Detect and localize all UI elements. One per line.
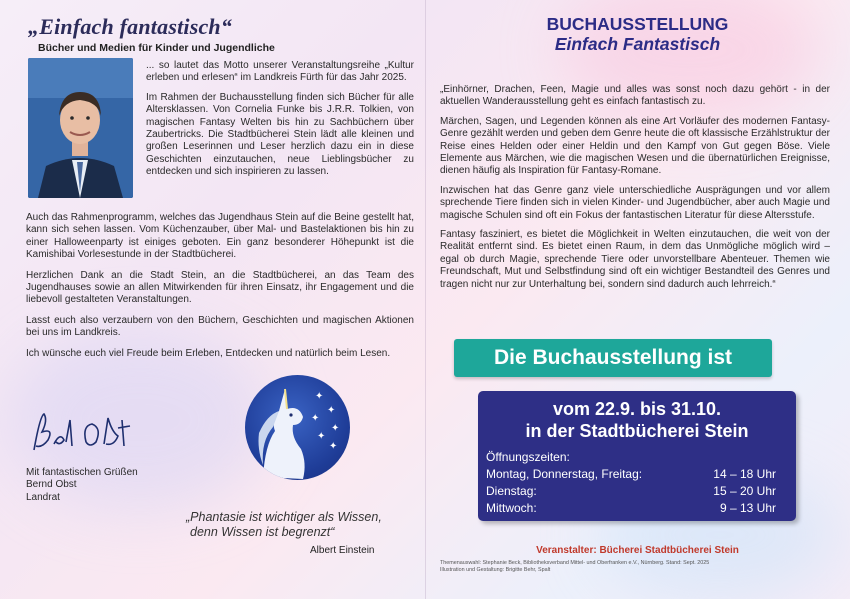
left-body-text — [26, 212, 414, 368]
credits — [440, 560, 800, 574]
opening-hours — [486, 449, 776, 517]
star-icon: ✦ — [331, 423, 340, 434]
hours-label: Öffnungszeiten: — [486, 450, 570, 464]
exhibition-dates: vom 22.9. bis 31.10. — [552, 399, 722, 419]
closing-greeting: Mit fantastischen Grüßen — [26, 467, 138, 478]
quote-author: Albert Einstein — [310, 545, 375, 556]
hours-time: 14 – 18 Uhr — [713, 467, 776, 481]
hours-row — [486, 466, 776, 483]
closing-name: Bernd Obst — [26, 479, 77, 491]
quote-line: denn Wissen ist begrenzt“ — [190, 525, 335, 539]
fold-divider — [425, 0, 426, 599]
right-paragraph: Inzwischen hat das Genre ganz viele unterschiedliche Ausprägungen und vor allem sprechende Tiere finden sich in vielen Kinder- und Jugendbücher, aber auch Magie und magische Schulen sind oft ein Fokus der fantastischen Literatur für diese Altersstufe. — [440, 184, 830, 221]
right-paragraph: Märchen, Sagen, und Legenden können als eine Art Vorläufer des modernen Fantasy-Genre gezählt werden und geben dem Genre heute die oft klassische Erzählstruktur der Reise eines Helden oder einer Heldin und den Kampf von Gut gegen Böse. Viele Elemente aus Märchen, wie die magischen Wesen und die übernatürlichen Ereignisse, dienen häufig als Inspiration für Fantasy-Romane. — [440, 115, 830, 177]
star-icon: ✦ — [317, 431, 326, 442]
right-subtitle: Einfach Fantastisch — [554, 34, 721, 54]
left-subtitle: Bücher und Medien für Kinder und Jugendliche — [38, 42, 275, 54]
intro-paragraph: Im Rahmen der Buchausstellung finden sich Bücher für alle Altersklassen. Von Cornelia Funke bis J.R.R. Tolkien, von magischen Fantasy Welten bis hin zu Sachbüchern über Zaubertricks. Die Stadtbücherei Stein lädt alle kleinen und großen Leserinnen und Leser herzlich dazu ein in diese Geschichten einzutauchen, neue Lieblingsbücher zu entdecken und sich inspirieren zu lassen. — [146, 91, 414, 178]
credits-line: Themenauswahl: Stephanie Beck, Bibliotheksverband Mittel- und Oberfranken e.V., Nürnberg. Stand: Sept. 2025 — [440, 560, 710, 566]
hours-row — [486, 500, 776, 517]
exhibition-location: in der Stadtbücherei Stein — [525, 421, 749, 441]
einstein-quote — [186, 510, 406, 540]
body-paragraph: Ich wünsche euch viel Freude beim Erleben, Entdecken und natürlich beim Lesen. — [26, 347, 391, 359]
right-body-text — [440, 84, 830, 298]
hours-days: Montag, Donnerstag, Freitag: — [486, 467, 643, 481]
body-paragraph: Lasst euch also verzaubern von den Büchern, Geschichten und magischen Aktionen bei uns im Landkreis. — [26, 314, 414, 339]
body-paragraph: Auch das Rahmenprogramm, welches das Jugendhaus Stein auf die Beine gestellt hat, kann sich sehen lassen. Vom Küchenzauber, über Mal- und Bastelaktionen bis hin zu einer Halloweenparty ist einiges geboten. Ein ganz besonderer Höhepunkt ist die Kamishibai Vorlesestunde in der Stadtbücherei. — [26, 212, 414, 261]
closing — [26, 467, 186, 504]
quote-line: „Phantasie ist wichtiger als Wissen, — [186, 510, 382, 524]
handwritten-signature — [26, 406, 146, 458]
organizer: Veranstalter: Bücherei Stadtbücherei Stein — [536, 545, 739, 556]
signature-block — [26, 406, 186, 504]
intro-paragraph: ... so lautet das Motto unserer Veranstaltungsreihe „Kultur erleben und erlesen“ im Landkreis Fürth für das Jahr 2025. — [146, 60, 414, 84]
star-icon: ✦ — [327, 405, 336, 416]
right-page — [440, 14, 835, 290]
credits-line: Illustration und Gestaltung: Brigitte Behr, Spalt — [440, 567, 551, 573]
body-paragraph: Herzlichen Dank an die Stadt Stein, an die Stadtbücherei, an das Team des Jugendhauses sowie an allen Mitwirkenden für ihren Einsatz, ihr Engagement und die liebevoll gestalteten Veranstaltungen. — [26, 269, 414, 306]
star-icon: ✦ — [329, 441, 338, 452]
hours-time: 15 – 20 Uhr — [713, 484, 776, 498]
unicorn-illustration — [245, 375, 350, 480]
hours-row — [486, 483, 776, 500]
portrait-illustration — [28, 58, 133, 198]
closing-role: Landrat — [26, 491, 60, 503]
right-paragraph: „Einhörner, Drachen, Feen, Magie und alles was sonst noch dazu gehört - in der aktuellen Wanderausstellung geht es einfach fantastisch zu. — [440, 84, 830, 108]
star-icon: ✦ — [311, 413, 320, 424]
hours-days: Mittwoch: — [486, 501, 537, 515]
portrait-photo — [28, 58, 133, 198]
right-paragraph: Fantasy fasziniert, es bietet die Möglichkeit in Welten einzutauchen, die weit von der Realität entfernt sind. Es bietet einen Raum, in dem das Unmögliche möglich wird – egal ob durch Magie, sprechende Tiere oder unvorstellbare Abenteuer. Themen wie Freundschaft, Mut und Selbstfindung sind oft ein wichtiger Bestandteil des Genres und tragen nicht nur zur Unterhaltung bei, sondern sind dadurch auch lehrreich.“ — [440, 229, 830, 290]
dates-box — [478, 391, 796, 521]
intro-text — [146, 60, 414, 186]
right-title: BUCHAUSSTELLUNG — [546, 14, 729, 34]
exhibition-banner: Die Buchausstellung ist — [454, 339, 772, 377]
left-page — [26, 14, 414, 503]
hours-time: 9 – 13 Uhr — [719, 501, 776, 515]
left-title: „Einfach fantastisch“ — [28, 14, 233, 39]
star-icon: ✦ — [315, 391, 324, 402]
hours-days: Dienstag: — [486, 484, 537, 498]
